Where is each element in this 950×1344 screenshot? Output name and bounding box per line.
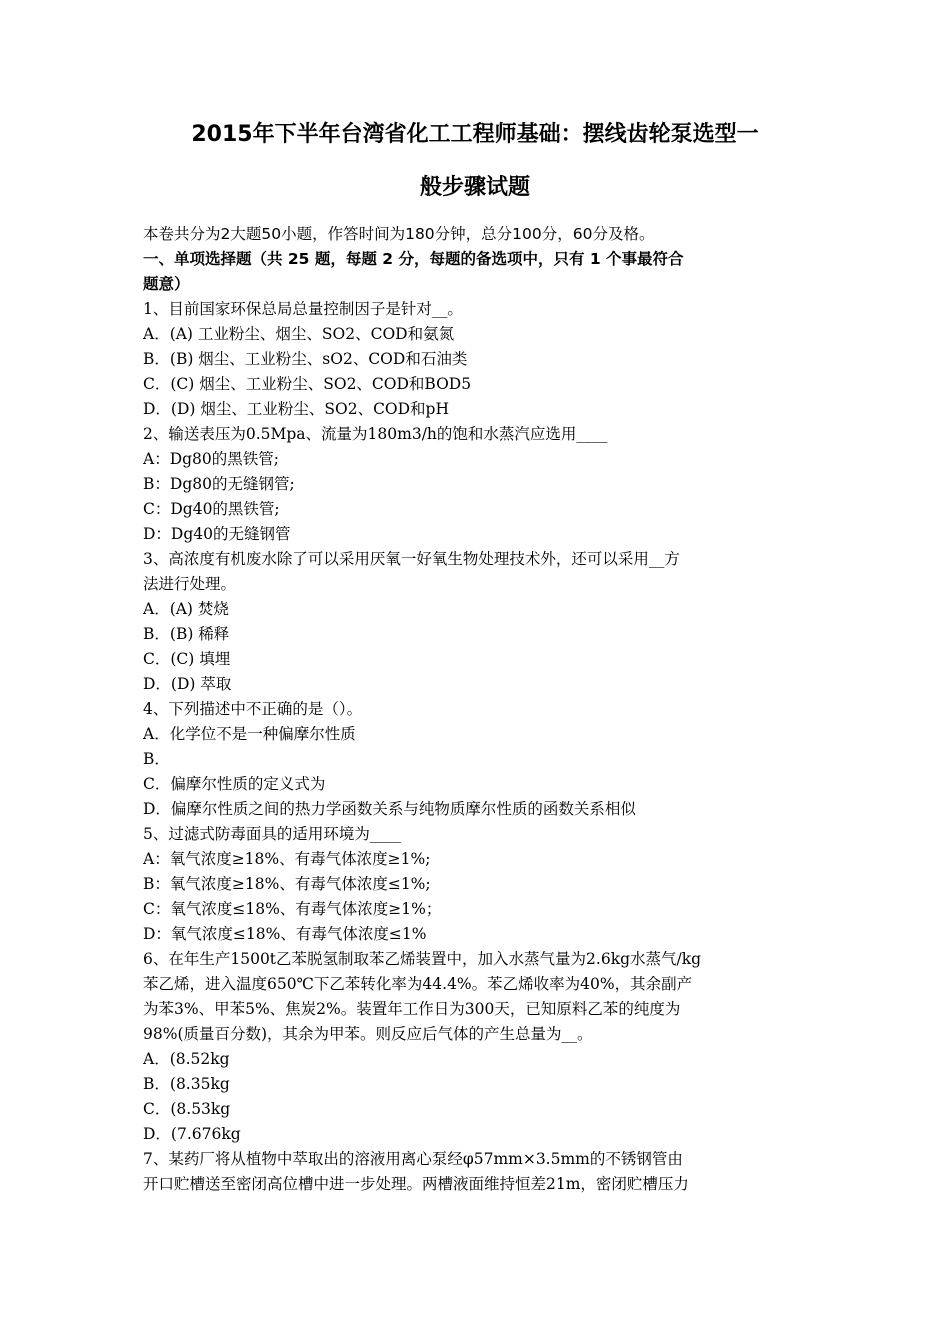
question-text-line: D：Dg40的无缝钢管 xyxy=(143,525,291,543)
question-text-line: D．偏摩尔性质之间的热力学函数关系与纯物质摩尔性质的函数关系相似 xyxy=(143,800,636,818)
question-text-line: 5、过滤式防毒面具的适用环境为____ xyxy=(143,825,401,843)
question-text-line: C．(C) 烟尘、工业粉尘、SO2、COD和BOD5 xyxy=(143,375,472,393)
question-text-line: A：氧气浓度≥18%、有毒气体浓度≥1%; xyxy=(143,850,431,868)
question-text-line: C：Dg40的黑铁管; xyxy=(143,500,280,518)
question-text-line: A．(8.52kg xyxy=(143,1050,230,1068)
question-text-line: 苯乙烯，进入温度650℃下乙苯转化率为44.4%。苯乙烯收率为40%，其余副产 xyxy=(143,975,693,993)
section-heading-line-1: 一、单项选择题（共 25 题，每题 2 分，每题的备选项中，只有 1 个事最符合 xyxy=(143,250,684,268)
question-text-line: B．(B) 烟尘、工业粉尘、sO2、COD和石油类 xyxy=(143,350,468,368)
question-text-line: D．(D) 萃取 xyxy=(143,675,232,693)
document-title-line-1: 2015年下半年台湾省化工工程师基础：摆线齿轮泵选型一 xyxy=(191,122,759,147)
question-text-line: C．(C) 填埋 xyxy=(143,650,231,668)
question-text-line: 98%(质量百分数)，其余为甲苯。则反应后气体的产生总量为__。 xyxy=(143,1025,593,1043)
question-text-line: C．(8.53kg xyxy=(143,1100,231,1118)
question-text-line: 开口贮槽送至密闭高位槽中进一步处理。两槽液面维持恒差21m，密闭贮槽压力 xyxy=(143,1175,689,1193)
question-text-line: A．(A) 焚烧 xyxy=(143,600,229,618)
question-text-line: B：Dg80的无缝钢管; xyxy=(143,475,295,493)
question-text-line: D：氧气浓度≤18%、有毒气体浓度≤1% xyxy=(143,925,427,943)
document-title-line-2: 般步骤试题 xyxy=(419,175,530,200)
question-text-line: 4、下列描述中不正确的是（）。 xyxy=(143,700,363,718)
question-text-line: B：氧气浓度≥18%、有毒气体浓度≤1%; xyxy=(143,875,431,893)
section-heading xyxy=(143,247,813,297)
section-heading-line-2: 题意） xyxy=(143,275,190,293)
question-text-line: 1、目前国家环保总局总量控制因子是针对__。 xyxy=(143,300,463,318)
question-text-line: 6、在年生产1500t乙苯脱氢制取苯乙烯装置中，加入水蒸气量为2.6kg水蒸气/kg xyxy=(143,950,702,968)
exam-intro: 本卷共分为2大题50小题，作答时间为180分钟，总分100分，60分及格。 xyxy=(143,225,655,243)
question-text-line: 2、输送表压为0.5Mpa、流量为180m3/h的饱和水蒸汽应选用____ xyxy=(143,425,608,443)
question-text-line: A：Dg80的黑铁管; xyxy=(143,450,279,468)
question-text-line: 7、某药厂将从植物中萃取出的溶液用离心泵经φ57mm×3.5mm的不锈钢管由 xyxy=(143,1150,683,1168)
question-text-line: 为苯3%、甲苯5%、焦炭2%。装置年工作日为300天，已知原料乙苯的纯度为 xyxy=(143,1000,681,1018)
question-text-line: C．偏摩尔性质的定义式为 xyxy=(143,775,326,793)
question-text-line: B．(8.35kg xyxy=(143,1075,230,1093)
question-text-line: B．(B) 稀释 xyxy=(143,625,230,643)
question-text-line: A．(A) 工业粉尘、烟尘、SO2、COD和氨氮 xyxy=(143,325,455,343)
question-text-line: D．(D) 烟尘、工业粉尘、SO2、COD和pH xyxy=(143,400,449,418)
question-list xyxy=(143,297,813,1197)
question-text-line: 3、高浓度有机废水除了可以采用厌氧一好氧生物处理技术外，还可以采用__方 xyxy=(143,550,680,568)
question-text-line: 法进行处理。 xyxy=(143,575,237,593)
question-text-line: A．化学位不是一种偏摩尔性质 xyxy=(143,725,356,743)
question-text-line: B． xyxy=(143,750,170,768)
question-text-line: D．(7.676kg xyxy=(143,1125,241,1143)
question-text-line: C：氧气浓度≤18%、有毒气体浓度≥1%； xyxy=(143,900,442,918)
